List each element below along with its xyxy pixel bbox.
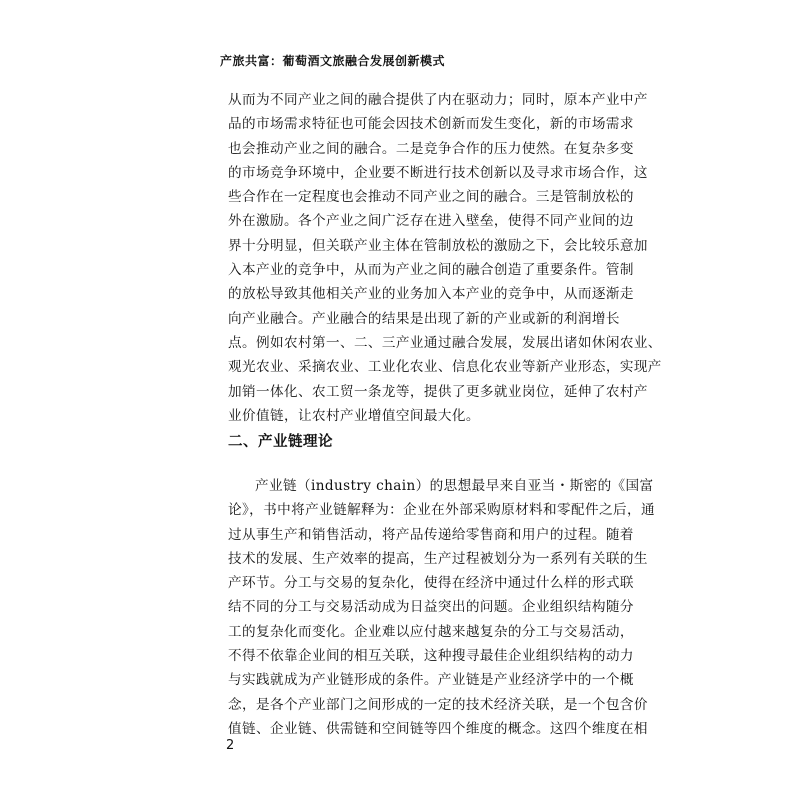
- paragraph-line: 业价值链，让农村产业增值空间最大化。: [228, 407, 480, 424]
- paragraph-line: 工的复杂化而变化。企业难以应付越来越复杂的分工与交易活动，: [228, 623, 634, 640]
- paragraph-line: 入本产业的竞争中，从而为产业之间的融合创造了重要条件。管制: [228, 262, 634, 279]
- paragraph-line: 产环节。分工与交易的复杂化，使得在经济中通过什么样的形式联: [228, 575, 634, 592]
- paragraph-line: 过从事生产和销售活动，将产品传递给零售商和用户的过程。随着: [228, 526, 634, 543]
- paragraph-line: 外在激励。各个产业之间广泛存在进入壁垒，使得不同产业间的边: [228, 213, 634, 230]
- running-header: 产旅共富：葡萄酒文旅融合发展创新模式: [220, 54, 446, 68]
- paragraph-line: 观光农业、采摘农业、工业化农业、信息化农业等新产业形态，实现产: [228, 359, 662, 376]
- paragraph-line: 结不同的分工与交易活动成为日益突出的问题。企业组织结构随分: [228, 599, 634, 616]
- paragraph-line: 品的市场需求特征也可能会因技术创新而发生变化，新的市场需求: [228, 116, 634, 133]
- section-heading: 二、产业链理论: [228, 434, 333, 450]
- body-paragraph-2: [228, 474, 656, 741]
- paragraph-line: 产业链（industry chain）的思想最早来自亚当・斯密的《国富: [255, 478, 654, 494]
- paragraph-line: 的放松导致其他相关产业的业务加入本产业的竞争中，从而逐渐走: [228, 286, 634, 303]
- paragraph-line: 些合作在一定程度也会推动不同产业之间的融合。三是管制放松的: [228, 189, 634, 206]
- paragraph-line: 论》，书中将产业链解释为：企业在外部采购原材料和零配件之后，通: [228, 502, 656, 519]
- body-paragraph-1: [228, 88, 662, 428]
- paragraph-line: 值链、企业链、供需链和空间链等四个维度的概念。这四个维度在相: [228, 720, 648, 737]
- paragraph-line: 加销一体化、农工贸一条龙等，提供了更多就业岗位，延伸了农村产: [228, 383, 648, 400]
- paragraph-line: 向产业融合。产业融合的结果是出现了新的产业或新的利润增长: [228, 310, 620, 327]
- paragraph-line: 从而为不同产业之间的融合提供了内在驱动力；同时，原本产业中产: [228, 92, 648, 108]
- paragraph-line: 念，是各个产业部门之间形成的一定的技术经济关联，是一个包含价: [228, 696, 648, 713]
- paragraph-line: 界十分明显，但关联产业主体在管制放松的激励之下，会比较乐意加: [228, 237, 648, 254]
- paragraph-line: 的市场竞争环境中，企业要不断进行技术创新以及寻求市场合作，这: [228, 164, 648, 181]
- paragraph-line: 点。例如农村第一、二、三产业通过融合发展，发展出诸如休闲农业、: [228, 334, 662, 351]
- page-number: 2: [226, 738, 235, 753]
- paragraph-line: 技术的发展、生产效率的提高，生产过程被划分为一系列有关联的生: [228, 550, 648, 567]
- paragraph-line: 与实践就成为产业链形成的条件。产业链是产业经济学中的一个概: [228, 672, 634, 689]
- paragraph-line: 也会推动产业之间的融合。二是竞争合作的压力使然。在复杂多变: [228, 140, 634, 157]
- paragraph-line: 不得不依靠企业间的相互关联，这种搜寻最佳企业组织结构的动力: [228, 648, 634, 665]
